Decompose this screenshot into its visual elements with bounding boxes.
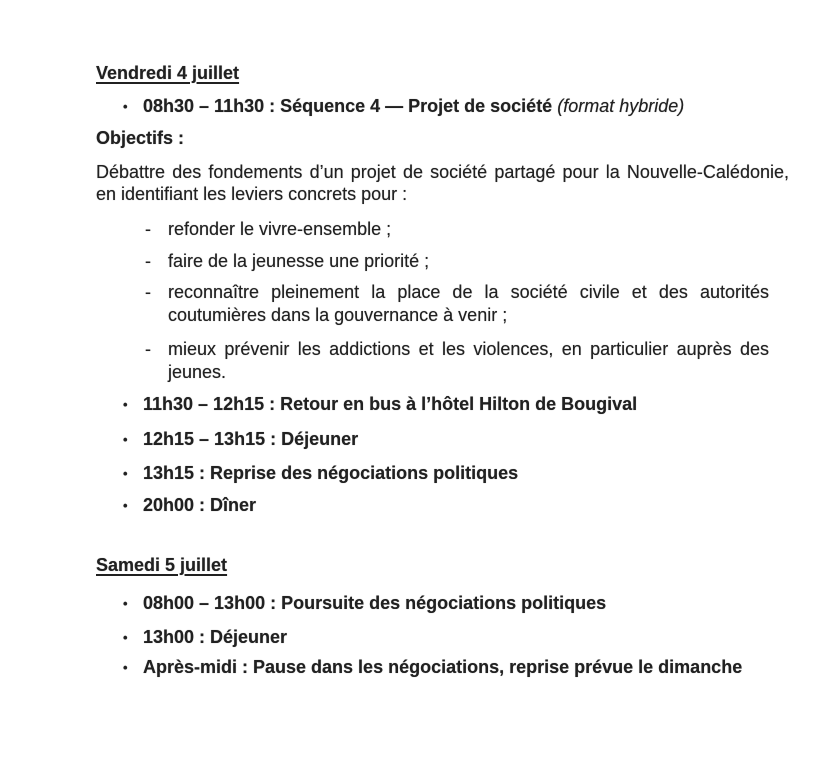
bullet-marker: • <box>123 660 128 675</box>
bullet-marker: • <box>123 596 128 611</box>
section-heading-friday-text: Vendredi 4 juillet <box>96 63 240 83</box>
bullet-marker: • <box>123 498 128 513</box>
bullet-marker: • <box>123 432 128 447</box>
agenda-item <box>96 626 789 649</box>
agenda-item-text: 20h00 : Dîner <box>143 495 257 515</box>
agenda-item <box>96 462 789 485</box>
lever-item <box>96 250 789 273</box>
lever-item <box>96 218 789 241</box>
section-heading-friday <box>96 62 789 85</box>
lever-item-text: reconnaître pleinement la place de la société civile et des autorités coutumières dans la gouvernance à venir ; <box>168 282 769 325</box>
objectives-label: Objectifs : <box>96 128 185 148</box>
session-time-title: 08h30 – 11h30 : Séquence 4 — Projet de société <box>143 96 558 116</box>
agenda-item <box>96 656 789 679</box>
bullet-marker: • <box>123 99 128 114</box>
dash-marker: - <box>145 282 151 302</box>
objectives-intro: Débattre des fondements d’un projet de société partagé pour la Nouvelle-Calédonie, en identifiant les leviers concrets pour : <box>96 162 789 204</box>
lever-item <box>96 338 789 384</box>
lever-item-text: mieux prévenir les addictions et les violences, en particulier auprès des jeunes. <box>168 339 769 382</box>
agenda-item-text: 12h15 – 13h15 : Déjeuner <box>143 429 359 449</box>
agenda-item <box>96 393 789 416</box>
dash-marker: - <box>145 339 151 359</box>
bullet-marker: • <box>123 397 128 412</box>
dash-marker: - <box>145 251 151 271</box>
section-heading-saturday <box>96 554 789 577</box>
dash-marker: - <box>145 219 151 239</box>
agenda-item-friday-session <box>96 95 789 118</box>
section-heading-saturday-text: Samedi 5 juillet <box>96 555 228 575</box>
agenda-item <box>96 494 789 517</box>
lever-item-text: faire de la jeunesse une priorité ; <box>168 251 430 271</box>
bullet-marker: • <box>123 630 128 645</box>
agenda-item-text: 13h15 : Reprise des négociations politiques <box>143 463 519 483</box>
lever-item-text: refonder le vivre-ensemble ; <box>168 219 392 239</box>
agenda-item-text: 11h30 – 12h15 : Retour en bus à l’hôtel Hilton de Bougival <box>143 394 638 414</box>
agenda-item-text: Après-midi : Pause dans les négociations, reprise prévue le dimanche <box>143 657 743 677</box>
lever-item <box>96 281 789 327</box>
session-format-note: (format hybride) <box>557 96 685 116</box>
agenda-item-text <box>143 95 789 118</box>
agenda-item <box>96 428 789 451</box>
agenda-item <box>96 592 789 615</box>
agenda-item-text: 13h00 : Déjeuner <box>143 627 288 647</box>
agenda-item-text: 08h00 – 13h00 : Poursuite des négociations politiques <box>143 593 607 613</box>
bullet-marker: • <box>123 466 128 481</box>
